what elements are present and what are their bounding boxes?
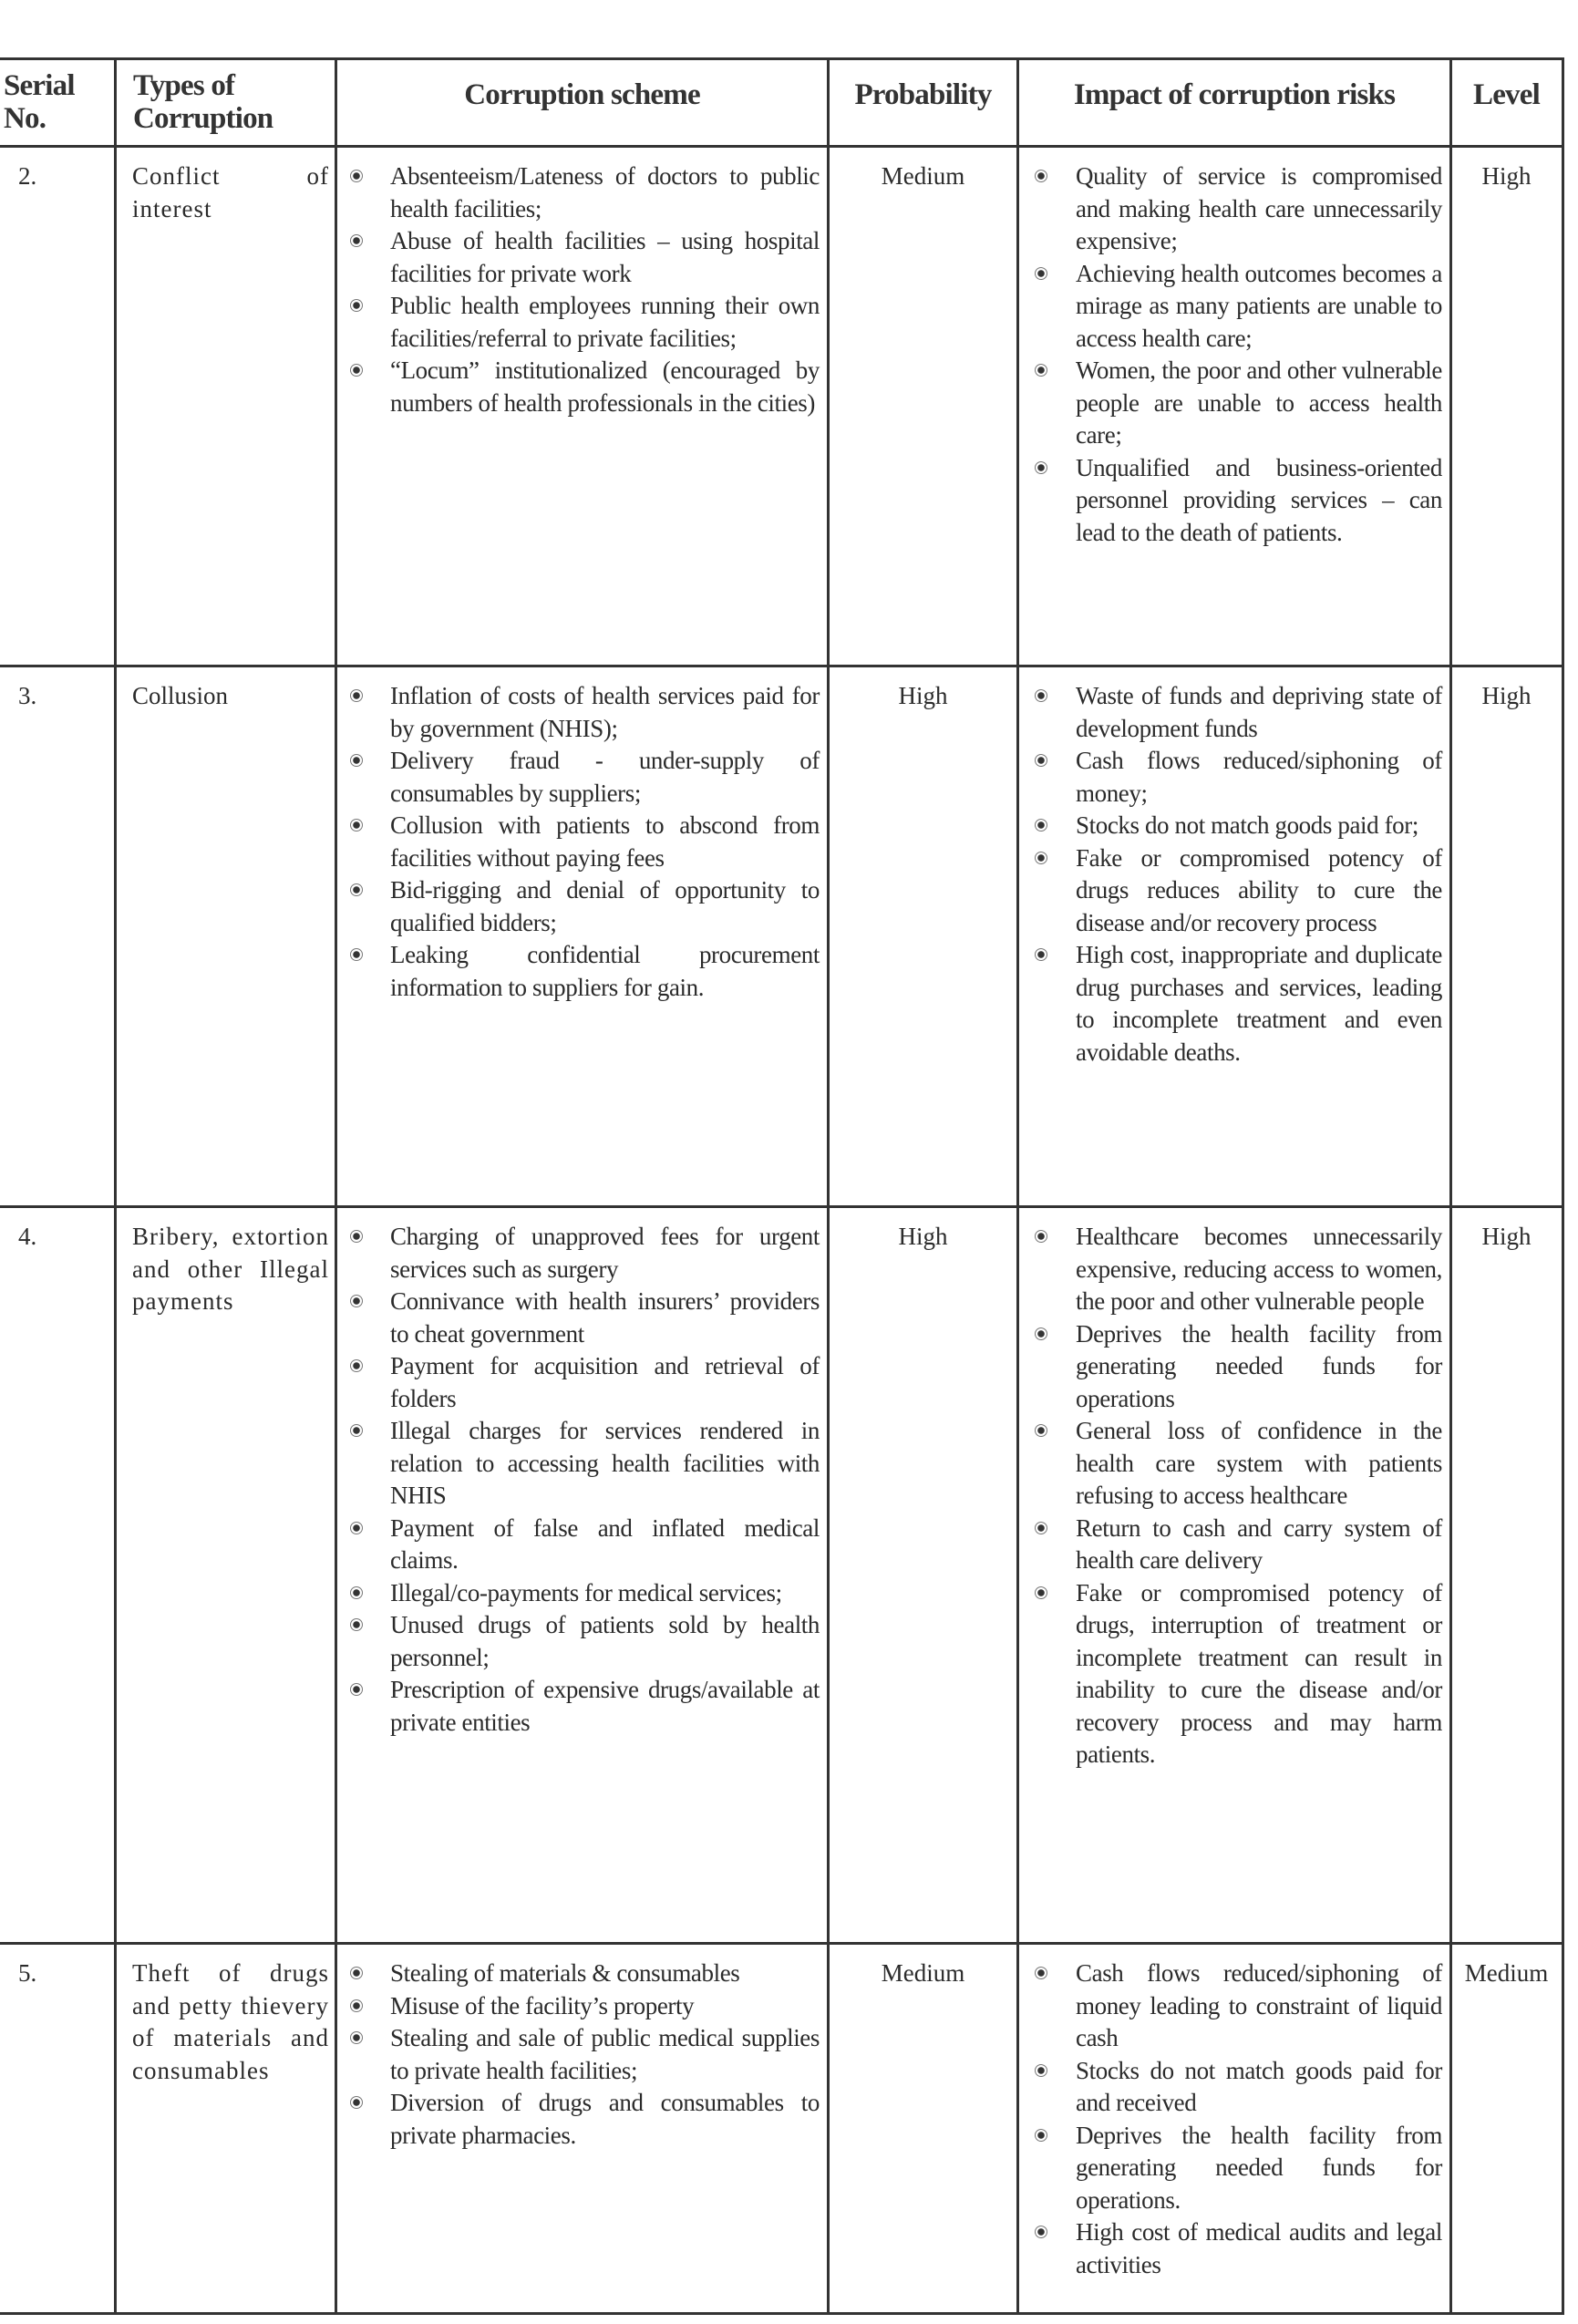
- bullet-icon: [1035, 754, 1047, 767]
- bullet-icon: [1035, 170, 1047, 182]
- list-item: [1019, 680, 1449, 745]
- list-item: [1019, 355, 1449, 452]
- list-item: [1019, 1577, 1449, 1771]
- bullet-icon: [1035, 1586, 1047, 1599]
- scheme-text: Payment for acquisition and retrieval of folders: [390, 1352, 820, 1412]
- scheme-text: Payment of false and inflated medical claims.: [390, 1513, 820, 1574]
- bullet-icon: [350, 1522, 363, 1534]
- table-row: [0, 1945, 1562, 2312]
- list-item: [337, 1609, 827, 1674]
- list-item: [1019, 2216, 1449, 2281]
- probability-value: Medium: [827, 1945, 1016, 2312]
- impact-text: Achieving health outcomes becomes a mirage as many patients are unable to access health care;: [1076, 259, 1442, 352]
- impact-text: Fake or compromised potency of drugs reduces ability to cure the disease and/or recovery process: [1076, 843, 1442, 936]
- bullet-icon: [350, 754, 363, 767]
- corruption-type: Bribery, extortion and other Illegal payments: [114, 1208, 335, 1942]
- impact-text: Quality of service is compromised and making health care unnecessarily expensive;: [1076, 162, 1442, 254]
- impact-text: Healthcare becomes unnecessarily expensive, reducing access to women, the poor and other vulnerable people: [1076, 1223, 1442, 1315]
- list-item: [1019, 2120, 1449, 2217]
- table-row: [0, 667, 1562, 1208]
- impact-list: [1019, 160, 1449, 549]
- impact-text: Fake or compromised potency of drugs, interruption of treatment or incomplete treatment can result in inability to cure the disease and/or recovery process and may harm patients.: [1076, 1578, 1442, 1768]
- scheme-text: Diversion of drugs and consumables to private pharmacies.: [390, 2089, 820, 2149]
- corruption-risk-table: [0, 57, 1564, 2315]
- bullet-icon: [350, 1359, 363, 1372]
- list-item: [1019, 1513, 1449, 1577]
- list-item: [337, 1674, 827, 1739]
- header-probability: Probability: [827, 60, 1016, 145]
- scheme-list: [337, 160, 827, 419]
- impact-list: [1019, 680, 1449, 1069]
- level-value: High: [1449, 667, 1561, 1205]
- impact-text: High cost of medical audits and legal activities: [1076, 2218, 1442, 2278]
- bullet-icon: [350, 1586, 363, 1599]
- impact-text: High cost, inappropriate and duplicate drug purchases and services, leading to incomplete treatment and even avoidable deaths.: [1076, 941, 1442, 1066]
- list-item: [337, 1415, 827, 1513]
- list-item: [337, 1957, 827, 1990]
- scheme-text: Illegal charges for services rendered in relation to accessing health facilities with NHIS: [390, 1417, 820, 1509]
- list-item: [337, 745, 827, 810]
- bullet-icon: [350, 2096, 363, 2109]
- list-item: [337, 810, 827, 874]
- bullet-icon: [1035, 1230, 1047, 1243]
- scheme-text: Illegal/co-payments for medical services;: [390, 1578, 782, 1606]
- list-item: [337, 2087, 827, 2152]
- list-item: [337, 680, 827, 745]
- list-item: [1019, 258, 1449, 356]
- corruption-scheme-cell: [335, 667, 827, 1205]
- serial-number: 5.: [18, 1959, 37, 1987]
- header-corruption-scheme: Corruption scheme: [335, 60, 827, 145]
- impact-text: Deprives the health facility from generating needed funds for operations.: [1076, 2121, 1442, 2214]
- impact-text: Deprives the health facility from generating needed funds for operations: [1076, 1319, 1442, 1412]
- impact-text: Cash flows reduced/siphoning of money leading to constraint of liquid cash: [1076, 1959, 1442, 2051]
- bullet-icon: [1035, 267, 1047, 280]
- scheme-text: Absenteeism/Lateness of doctors to public health facilities;: [390, 162, 820, 222]
- bullet-icon: [350, 234, 363, 247]
- bullet-icon: [350, 819, 363, 831]
- bullet-icon: [350, 883, 363, 896]
- impact-text: Unqualified and business-oriented personnel providing services – can lead to the death of patients.: [1076, 453, 1442, 546]
- impact-text: Stocks do not match goods paid for and received: [1076, 2056, 1442, 2116]
- impact-text: Waste of funds and depriving state of development funds: [1076, 682, 1442, 742]
- bullet-icon: [1035, 948, 1047, 961]
- corruption-scheme-cell: [335, 1208, 827, 1942]
- serial-number: 2.: [18, 162, 37, 190]
- scheme-text: Collusion with patients to abscond from facilities without paying fees: [390, 811, 820, 872]
- corruption-type: Conflict of interest: [114, 148, 335, 665]
- level-value: Medium: [1449, 1945, 1561, 2312]
- list-item: [1019, 1415, 1449, 1513]
- scheme-text: Stealing and sale of public medical supplies to private health facilities;: [390, 2024, 820, 2084]
- level-value: High: [1449, 1208, 1561, 1942]
- bullet-icon: [1035, 852, 1047, 864]
- impact-cell: [1016, 148, 1449, 665]
- impact-cell: [1016, 667, 1449, 1205]
- scheme-text: Leaking confidential procurement information to suppliers for gain.: [390, 941, 820, 1001]
- list-item: [1019, 810, 1449, 842]
- list-item: [1019, 842, 1449, 940]
- bullet-icon: [350, 299, 363, 312]
- scheme-text: Delivery fraud - under-supply of consumables by suppliers;: [390, 747, 820, 807]
- scheme-text: Bid-rigging and denial of opportunity to qualified bidders;: [390, 876, 820, 936]
- impact-text: Women, the poor and other vulnerable people are unable to access health care;: [1076, 356, 1442, 449]
- scheme-text: Public health employees running their own facilities/referral to private facilities;: [390, 292, 820, 352]
- scheme-text: Charging of unapproved fees for urgent services such as surgery: [390, 1223, 820, 1283]
- bullet-icon: [350, 1683, 363, 1696]
- bullet-icon: [350, 1967, 363, 1979]
- header-types-of-corruption: Types of Corruption: [114, 60, 335, 145]
- bullet-icon: [1035, 1424, 1047, 1437]
- serial-number: 4.: [18, 1223, 37, 1250]
- impact-list: [1019, 1221, 1449, 1771]
- list-item: [337, 1513, 827, 1577]
- bullet-icon: [350, 689, 363, 702]
- scheme-text: Prescription of expensive drugs/available at private entities: [390, 1676, 820, 1736]
- probability-value: High: [827, 1208, 1016, 1942]
- list-item: [337, 874, 827, 939]
- impact-cell: [1016, 1208, 1449, 1942]
- list-item: [1019, 1221, 1449, 1318]
- impact-text: Return to cash and carry system of health care delivery: [1076, 1513, 1442, 1574]
- scheme-text: Stealing of materials & consumables: [390, 1959, 740, 1987]
- table-row: [0, 148, 1562, 667]
- bullet-icon: [1035, 1327, 1047, 1340]
- serial-number: 3.: [18, 682, 37, 709]
- corruption-type: Theft of drugs and petty thievery of materials and consumables: [114, 1945, 335, 2312]
- impact-text: General loss of confidence in the health care system with patients refusing to access healthcare: [1076, 1417, 1442, 1509]
- header-impact: Impact of corruption risks: [1016, 60, 1449, 145]
- list-item: [1019, 745, 1449, 810]
- scheme-text: Inflation of costs of health services paid for by government (NHIS);: [390, 682, 820, 742]
- bullet-icon: [1035, 2226, 1047, 2238]
- list-item: [1019, 2055, 1449, 2120]
- scheme-text: Misuse of the facility’s property: [390, 1991, 695, 2019]
- impact-cell: [1016, 1945, 1449, 2312]
- table-header-row: [0, 60, 1562, 148]
- corruption-scheme-cell: [335, 1945, 827, 2312]
- impact-list: [1019, 1957, 1449, 2281]
- scheme-text: “Locum” institutionalized (encouraged by numbers of health professionals in the cities): [390, 356, 820, 417]
- bullet-icon: [1035, 2064, 1047, 2077]
- list-item: [337, 939, 827, 1004]
- bullet-icon: [1035, 689, 1047, 702]
- probability-value: High: [827, 667, 1016, 1205]
- list-item: [1019, 939, 1449, 1069]
- impact-text: Stocks do not match goods paid for;: [1076, 811, 1418, 839]
- bullet-icon: [350, 1230, 363, 1243]
- scheme-text: Connivance with health insurers’ providers to cheat government: [390, 1287, 820, 1348]
- list-item: [1019, 452, 1449, 550]
- bullet-icon: [1035, 2129, 1047, 2142]
- list-item: [337, 1221, 827, 1286]
- list-item: [337, 2022, 827, 2087]
- list-item: [337, 1990, 827, 2023]
- header-serial-no: Serial No.: [4, 69, 75, 135]
- bullet-icon: [350, 170, 363, 182]
- scheme-list: [337, 1221, 827, 1739]
- table-row: [0, 1208, 1562, 1945]
- list-item: [337, 1350, 827, 1415]
- list-item: [1019, 1318, 1449, 1416]
- bullet-icon: [350, 2031, 363, 2044]
- list-item: [1019, 160, 1449, 258]
- scheme-text: Unused drugs of patients sold by health personnel;: [390, 1611, 820, 1671]
- bullet-icon: [1035, 461, 1047, 474]
- bullet-icon: [1035, 1967, 1047, 1979]
- scheme-list: [337, 680, 827, 1004]
- probability-value: Medium: [827, 148, 1016, 665]
- corruption-scheme-cell: [335, 148, 827, 665]
- list-item: [337, 355, 827, 419]
- header-level: Level: [1449, 60, 1561, 145]
- bullet-icon: [350, 1295, 363, 1307]
- bullet-icon: [350, 1999, 363, 2012]
- list-item: [1019, 1957, 1449, 2055]
- bullet-icon: [350, 364, 363, 377]
- bullet-icon: [350, 1618, 363, 1631]
- impact-text: Cash flows reduced/siphoning of money;: [1076, 747, 1442, 807]
- bullet-icon: [350, 1424, 363, 1437]
- bullet-icon: [1035, 364, 1047, 377]
- list-item: [337, 160, 827, 225]
- bullet-icon: [350, 948, 363, 961]
- corruption-type: Collusion: [114, 667, 335, 1205]
- list-item: [337, 1286, 827, 1350]
- bullet-icon: [1035, 1522, 1047, 1534]
- scheme-text: Abuse of health facilities – using hospital facilities for private work: [390, 227, 820, 287]
- bullet-icon: [1035, 819, 1047, 831]
- list-item: [337, 1577, 827, 1610]
- list-item: [337, 290, 827, 355]
- list-item: [337, 225, 827, 290]
- scheme-list: [337, 1957, 827, 2152]
- level-value: High: [1449, 148, 1561, 665]
